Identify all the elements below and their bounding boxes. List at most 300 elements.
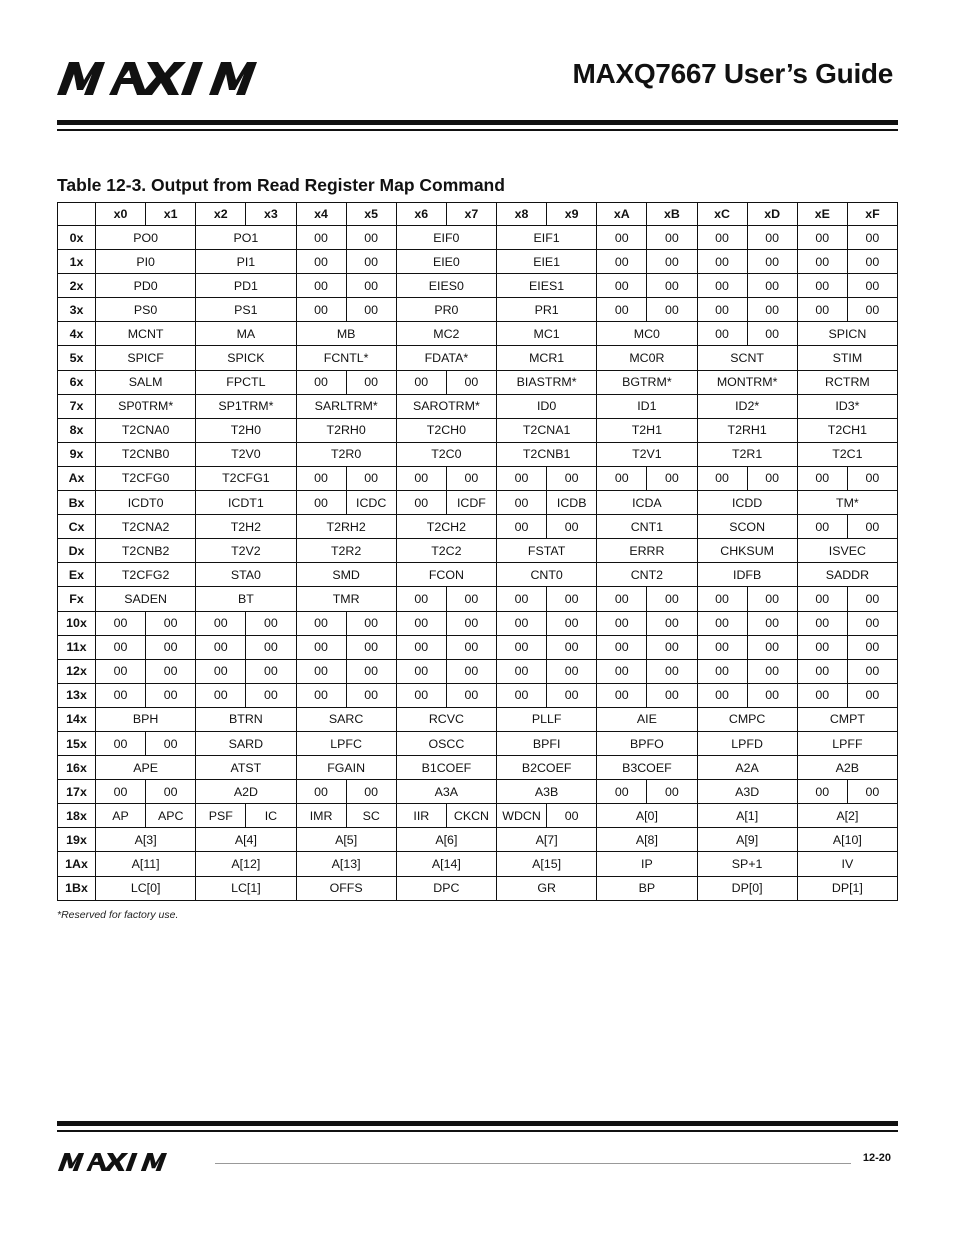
register-cell: 00	[346, 250, 396, 274]
register-cell: ICDD	[697, 491, 797, 515]
register-cell: PI1	[196, 250, 296, 274]
register-cell: ICDT1	[196, 491, 296, 515]
column-header: x6	[396, 203, 446, 226]
register-cell: T2CNB1	[497, 442, 597, 466]
register-cell: 00	[296, 370, 346, 394]
column-header: x2	[196, 203, 246, 226]
register-cell: 00	[797, 659, 847, 683]
register-cell: LC[0]	[96, 876, 196, 900]
register-cell: 00	[497, 611, 547, 635]
register-cell: SP1TRM*	[196, 394, 296, 418]
register-cell: BIASTRM*	[497, 370, 597, 394]
register-cell: 00	[847, 466, 897, 490]
register-cell: STIM	[797, 346, 897, 370]
register-cell: 00	[346, 683, 396, 707]
register-cell: A[9]	[697, 828, 797, 852]
column-header: x3	[246, 203, 296, 226]
register-cell: SARD	[196, 731, 296, 755]
register-cell: 00	[146, 731, 196, 755]
row-header: 4x	[58, 322, 96, 346]
table-row	[58, 298, 898, 322]
row-header: 1Bx	[58, 876, 96, 900]
register-cell: RCTRM	[797, 370, 897, 394]
column-header: xC	[697, 203, 747, 226]
maxim-logo-footer	[57, 1153, 205, 1171]
register-cell: T2C1	[797, 442, 897, 466]
register-cell: 00	[597, 466, 647, 490]
register-cell: 00	[597, 298, 647, 322]
register-cell: 00	[747, 274, 797, 298]
row-header: 13x	[58, 683, 96, 707]
register-cell: 00	[697, 322, 747, 346]
register-cell: 00	[647, 466, 697, 490]
register-cell: PI0	[96, 250, 196, 274]
register-cell: 00	[847, 635, 897, 659]
register-cell: PR0	[396, 298, 496, 322]
register-cell: BT	[196, 587, 296, 611]
register-cell: 00	[697, 659, 747, 683]
register-cell: AP	[96, 804, 146, 828]
register-cell: A[7]	[497, 828, 597, 852]
register-cell: 00	[647, 587, 697, 611]
table-row	[58, 442, 898, 466]
register-cell: 00	[196, 611, 246, 635]
register-cell: 00	[597, 780, 647, 804]
register-cell: B1COEF	[396, 756, 496, 780]
register-cell: MA	[196, 322, 296, 346]
register-cell: A[6]	[396, 828, 496, 852]
register-cell: A[13]	[296, 852, 396, 876]
header-rule-thick	[57, 120, 898, 125]
register-cell: CMPC	[697, 707, 797, 731]
register-cell: 00	[446, 587, 496, 611]
register-cell: BPH	[96, 707, 196, 731]
register-cell: IP	[597, 852, 697, 876]
register-cell: 00	[597, 274, 647, 298]
register-cell: ID2*	[697, 394, 797, 418]
row-header: Ax	[58, 466, 96, 490]
register-cell: SPICK	[196, 346, 296, 370]
register-cell: 00	[847, 250, 897, 274]
register-cell: APE	[96, 756, 196, 780]
register-cell: LPFC	[296, 731, 396, 755]
register-cell: 00	[96, 635, 146, 659]
maxim-logo	[57, 62, 325, 95]
register-cell: FDATA*	[396, 346, 496, 370]
register-cell: SCNT	[697, 346, 797, 370]
register-cell: 00	[346, 298, 396, 322]
register-cell: 00	[747, 298, 797, 322]
table-row	[58, 370, 898, 394]
register-cell: 00	[747, 466, 797, 490]
table-row	[58, 515, 898, 539]
register-cell: DP[1]	[797, 876, 897, 900]
register-cell: T2CNA1	[497, 418, 597, 442]
row-header: 2x	[58, 274, 96, 298]
register-cell: FCNTL*	[296, 346, 396, 370]
register-cell: A[15]	[497, 852, 597, 876]
register-cell: SP0TRM*	[96, 394, 196, 418]
register-cell: BPFI	[497, 731, 597, 755]
register-cell: ID0	[497, 394, 597, 418]
register-cell: 00	[396, 635, 446, 659]
register-cell: 00	[697, 587, 747, 611]
register-cell: 00	[547, 587, 597, 611]
register-cell: A[11]	[96, 852, 196, 876]
table-row	[58, 683, 898, 707]
register-cell: MONTRM*	[697, 370, 797, 394]
register-cell: T2H2	[196, 515, 296, 539]
register-cell: 00	[346, 370, 396, 394]
register-cell: B3COEF	[597, 756, 697, 780]
register-cell: PS0	[96, 298, 196, 322]
table-row	[58, 346, 898, 370]
register-cell: 00	[396, 683, 446, 707]
register-cell: CNT0	[497, 563, 597, 587]
register-cell: CKCN	[446, 804, 496, 828]
register-cell: FGAIN	[296, 756, 396, 780]
register-cell: APC	[146, 804, 196, 828]
register-cell: 00	[396, 611, 446, 635]
table-row	[58, 659, 898, 683]
column-header: x1	[146, 203, 196, 226]
register-cell: IC	[246, 804, 296, 828]
register-cell: CHKSUM	[697, 539, 797, 563]
header-rule-thin	[57, 129, 898, 131]
register-cell: 00	[296, 780, 346, 804]
register-cell: LPFD	[697, 731, 797, 755]
register-cell: 00	[697, 250, 747, 274]
register-cell: 00	[747, 587, 797, 611]
register-cell: 00	[597, 683, 647, 707]
register-cell: TMR	[296, 587, 396, 611]
register-cell: BGTRM*	[597, 370, 697, 394]
register-cell: 00	[196, 659, 246, 683]
register-cell: RCVC	[396, 707, 496, 731]
register-cell: SARC	[296, 707, 396, 731]
register-cell: A[8]	[597, 828, 697, 852]
register-cell: SPICF	[96, 346, 196, 370]
register-cell: 00	[647, 611, 697, 635]
register-cell: 00	[446, 466, 496, 490]
register-cell: 00	[96, 683, 146, 707]
register-cell: SPICN	[797, 322, 897, 346]
table-row	[58, 635, 898, 659]
register-cell: 00	[346, 611, 396, 635]
register-cell: A[2]	[797, 804, 897, 828]
row-header: Bx	[58, 491, 96, 515]
row-header: 6x	[58, 370, 96, 394]
register-cell: 00	[597, 250, 647, 274]
register-cell: PR1	[497, 298, 597, 322]
register-cell: GR	[497, 876, 597, 900]
register-cell: 00	[96, 731, 146, 755]
register-cell: 00	[346, 635, 396, 659]
register-cell: 00	[647, 226, 697, 250]
register-cell: 00	[847, 226, 897, 250]
register-cell: ICDA	[597, 491, 697, 515]
register-cell: SADEN	[96, 587, 196, 611]
register-cell: 00	[647, 780, 697, 804]
column-header: xD	[747, 203, 797, 226]
register-cell: T2CNB2	[96, 539, 196, 563]
register-cell: 00	[346, 274, 396, 298]
register-cell: 00	[597, 611, 647, 635]
register-cell: ERRR	[597, 539, 697, 563]
register-cell: CNT1	[597, 515, 697, 539]
register-cell: T2CH1	[797, 418, 897, 442]
register-cell: PSF	[196, 804, 246, 828]
register-cell: 00	[547, 635, 597, 659]
register-cell: 00	[547, 683, 597, 707]
register-cell: 00	[446, 659, 496, 683]
row-header: 12x	[58, 659, 96, 683]
register-cell: SCON	[697, 515, 797, 539]
register-cell: BP	[597, 876, 697, 900]
register-cell: 00	[647, 683, 697, 707]
table-header-row	[58, 203, 898, 226]
register-cell: 00	[847, 515, 897, 539]
register-cell: PO0	[96, 226, 196, 250]
register-cell: DP[0]	[697, 876, 797, 900]
row-header: Dx	[58, 539, 96, 563]
register-cell: MC0	[597, 322, 697, 346]
row-header: 16x	[58, 756, 96, 780]
register-cell: SMD	[296, 563, 396, 587]
register-cell: T2V2	[196, 539, 296, 563]
register-cell: TM*	[797, 491, 897, 515]
register-cell: SP+1	[697, 852, 797, 876]
column-header: xF	[847, 203, 897, 226]
column-header: x0	[96, 203, 146, 226]
register-cell: 00	[146, 611, 196, 635]
register-cell: 00	[697, 298, 747, 322]
register-cell: 00	[597, 226, 647, 250]
register-cell: 00	[797, 298, 847, 322]
register-cell: 00	[296, 226, 346, 250]
register-cell: 00	[497, 466, 547, 490]
register-cell: EIES1	[497, 274, 597, 298]
register-cell: 00	[296, 298, 346, 322]
register-cell: 00	[797, 611, 847, 635]
register-cell: 00	[697, 635, 747, 659]
row-header: 1x	[58, 250, 96, 274]
register-cell: IDFB	[697, 563, 797, 587]
register-cell: 00	[597, 587, 647, 611]
register-cell: 00	[246, 635, 296, 659]
register-cell: 00	[647, 635, 697, 659]
table-row	[58, 466, 898, 490]
register-cell: 00	[246, 659, 296, 683]
register-cell: A[4]	[196, 828, 296, 852]
register-cell: T2C0	[396, 442, 496, 466]
table-row	[58, 804, 898, 828]
table-row	[58, 587, 898, 611]
register-cell: 00	[597, 659, 647, 683]
register-cell: T2CNA2	[96, 515, 196, 539]
register-cell: 00	[847, 274, 897, 298]
register-cell: 00	[597, 635, 647, 659]
register-cell: PLLF	[497, 707, 597, 731]
register-cell: 00	[647, 274, 697, 298]
register-cell: 00	[296, 635, 346, 659]
register-cell: 00	[747, 250, 797, 274]
footer-rule-thin	[57, 1130, 898, 1132]
register-cell: T2RH1	[697, 418, 797, 442]
register-cell: T2CNB0	[96, 442, 196, 466]
register-cell: 00	[497, 683, 547, 707]
register-cell: DPC	[396, 876, 496, 900]
table-row	[58, 563, 898, 587]
register-cell: OFFS	[296, 876, 396, 900]
table-row	[58, 250, 898, 274]
register-cell: 00	[697, 226, 747, 250]
register-cell: T2V1	[597, 442, 697, 466]
row-header: Cx	[58, 515, 96, 539]
register-cell: 00	[697, 611, 747, 635]
register-cell: STA0	[196, 563, 296, 587]
register-cell: T2R0	[296, 442, 396, 466]
register-cell: IMR	[296, 804, 346, 828]
table-row	[58, 226, 898, 250]
register-cell: A[5]	[296, 828, 396, 852]
register-cell: LC[1]	[196, 876, 296, 900]
register-cell: 00	[396, 466, 446, 490]
row-header: 8x	[58, 418, 96, 442]
register-cell: 00	[96, 611, 146, 635]
table-row	[58, 418, 898, 442]
column-header: x7	[446, 203, 496, 226]
register-cell: T2CFG2	[96, 563, 196, 587]
register-cell: B2COEF	[497, 756, 597, 780]
register-cell: A[1]	[697, 804, 797, 828]
table-row	[58, 780, 898, 804]
register-cell: 00	[797, 587, 847, 611]
register-cell: 00	[647, 250, 697, 274]
table-footnote: *Reserved for factory use.	[57, 909, 179, 921]
register-cell: 00	[847, 659, 897, 683]
row-header: 7x	[58, 394, 96, 418]
register-cell: 00	[296, 274, 346, 298]
register-cell: 00	[446, 635, 496, 659]
register-cell: A[10]	[797, 828, 897, 852]
register-cell: MCNT	[96, 322, 196, 346]
table-row	[58, 491, 898, 515]
register-cell: 00	[847, 611, 897, 635]
register-cell: FCON	[396, 563, 496, 587]
row-header: 14x	[58, 707, 96, 731]
column-header: x5	[346, 203, 396, 226]
register-cell: T2RH0	[296, 418, 396, 442]
register-cell: 00	[747, 635, 797, 659]
register-cell: A3D	[697, 780, 797, 804]
register-cell: SAROTRM*	[396, 394, 496, 418]
table-title: Table 12-3. Output from Read Register Map Command	[57, 175, 505, 195]
register-cell: T2CFG1	[196, 466, 296, 490]
register-cell: 00	[146, 780, 196, 804]
table-row	[58, 322, 898, 346]
register-cell: 00	[446, 370, 496, 394]
register-cell: 00	[446, 611, 496, 635]
register-cell: ID3*	[797, 394, 897, 418]
register-cell: 00	[547, 804, 597, 828]
register-cell: 00	[196, 683, 246, 707]
register-cell: WDCN	[497, 804, 547, 828]
row-header: 1Ax	[58, 852, 96, 876]
document-title: MAXQ7667 User’s Guide	[572, 58, 893, 89]
row-header: 9x	[58, 442, 96, 466]
register-cell: CNT2	[597, 563, 697, 587]
register-cell: A2A	[697, 756, 797, 780]
register-cell: MB	[296, 322, 396, 346]
register-cell: 00	[547, 515, 597, 539]
row-header: 5x	[58, 346, 96, 370]
table-row	[58, 756, 898, 780]
column-header: xE	[797, 203, 847, 226]
register-cell: 00	[246, 611, 296, 635]
register-cell: OSCC	[396, 731, 496, 755]
footer-divider	[215, 1163, 851, 1164]
register-cell: T2H1	[597, 418, 697, 442]
register-cell: 00	[547, 466, 597, 490]
table-row	[58, 394, 898, 418]
register-cell: 00	[697, 683, 747, 707]
row-header: Ex	[58, 563, 96, 587]
register-cell: CMPT	[797, 707, 897, 731]
register-cell: 00	[747, 683, 797, 707]
table-row	[58, 539, 898, 563]
register-cell: 00	[346, 466, 396, 490]
register-cell: 00	[697, 274, 747, 298]
register-cell: 00	[797, 683, 847, 707]
row-header: 11x	[58, 635, 96, 659]
register-cell: 00	[446, 683, 496, 707]
register-cell: 00	[96, 780, 146, 804]
row-header: 15x	[58, 731, 96, 755]
register-cell: ICDC	[346, 491, 396, 515]
register-cell: ID1	[597, 394, 697, 418]
register-cell: ICDF	[446, 491, 496, 515]
register-cell: 00	[697, 466, 747, 490]
column-header: x8	[497, 203, 547, 226]
register-cell: T2RH2	[296, 515, 396, 539]
register-cell: FPCTL	[196, 370, 296, 394]
register-cell: 00	[847, 683, 897, 707]
register-cell: IV	[797, 852, 897, 876]
table-row	[58, 828, 898, 852]
register-cell: 00	[396, 370, 446, 394]
register-cell: 00	[797, 466, 847, 490]
register-cell: 00	[497, 515, 547, 539]
register-cell: 00	[747, 322, 797, 346]
register-cell: PO1	[196, 226, 296, 250]
row-header: 10x	[58, 611, 96, 635]
register-cell: EIES0	[396, 274, 496, 298]
register-cell: SARLTRM*	[296, 394, 396, 418]
register-cell: 00	[547, 659, 597, 683]
register-cell: 00	[396, 659, 446, 683]
register-cell: AIE	[597, 707, 697, 731]
register-map-table	[57, 202, 898, 901]
register-cell: 00	[296, 250, 346, 274]
register-cell: 00	[747, 659, 797, 683]
register-cell: A3A	[396, 780, 496, 804]
footer-rule-thick	[57, 1121, 898, 1126]
register-cell: 00	[497, 491, 547, 515]
register-cell: 00	[296, 491, 346, 515]
column-header: xB	[647, 203, 697, 226]
register-cell: 00	[146, 635, 196, 659]
